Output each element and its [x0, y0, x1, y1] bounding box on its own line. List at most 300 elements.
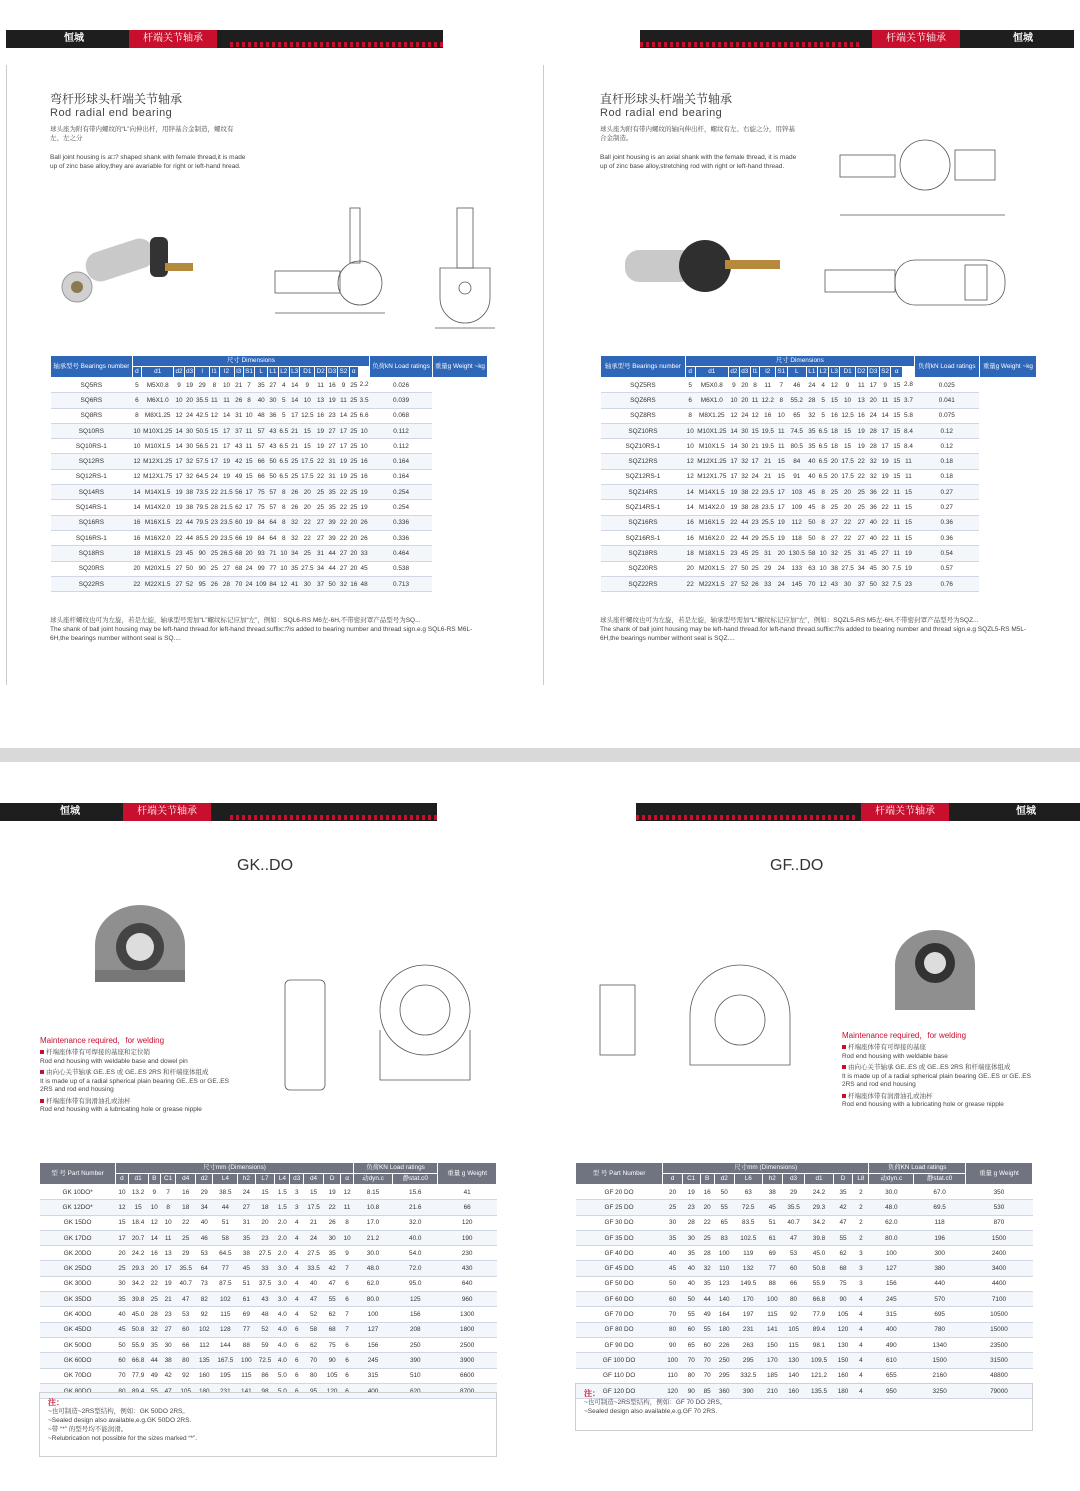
p1-foot — [50, 616, 490, 643]
table-cell: 31 — [326, 469, 338, 484]
table-cell: 45 — [663, 1261, 683, 1276]
table-cell: 3.5 — [358, 393, 369, 408]
table-cell: 25 — [829, 500, 840, 515]
table-cell: 4 — [290, 1230, 304, 1245]
table-cell: SQ14RS — [51, 485, 133, 500]
table-cell: 61 — [762, 1230, 782, 1245]
table-cell: 25 — [663, 1200, 683, 1215]
table-cell: 44 — [148, 1353, 160, 1368]
table-cell: 16 — [358, 469, 369, 484]
table-cell: 10500 — [965, 1307, 1032, 1322]
table-header: L — [255, 367, 268, 378]
table-cell: 32.0 — [393, 1215, 438, 1230]
note-line: 注： — [48, 1398, 64, 1407]
table-cell: 118 — [914, 1215, 966, 1230]
table-cell: 50 — [683, 1292, 701, 1307]
table-cell: 45 — [739, 546, 750, 561]
table-cell: 80.5 — [787, 439, 806, 454]
table-cell: 12 — [210, 408, 219, 423]
table-cell: 30 — [739, 423, 750, 438]
table-cell: 13.2 — [128, 1185, 148, 1200]
table-header: D3 — [326, 367, 338, 378]
table-cell: 27 — [268, 378, 278, 393]
table-header: d1 — [128, 1174, 148, 1185]
table-cell: 35 — [238, 1230, 255, 1245]
table-cell: SQ6RS — [51, 393, 133, 408]
table-cell: 8 — [750, 378, 760, 393]
p1-desc-cn: 球头座为附有带内螺纹的“L”向伸出杆，用锌基合金制造，螺纹有左、左之分 — [50, 126, 234, 142]
table-row — [51, 576, 488, 591]
table-cell: M10X1.25 — [142, 423, 174, 438]
table-cell: SQ8RS — [51, 408, 133, 423]
table-cell: 17 — [879, 439, 891, 454]
table-cell: 18 — [132, 546, 141, 561]
table-cell: 30 — [184, 439, 194, 454]
table-cell: SQZ10RS — [601, 423, 686, 438]
table-cell: 47 — [304, 1292, 324, 1307]
table-cell: 20 — [685, 561, 695, 576]
table-cell: 20 — [300, 485, 315, 500]
table-cell: 68 — [833, 1261, 853, 1276]
table-cell: 17 — [750, 454, 760, 469]
table-cell: SQZ10RS-1 — [601, 439, 686, 454]
table-cell: 77.9 — [805, 1307, 833, 1322]
table-cell: 82 — [196, 1292, 213, 1307]
table-cell: M14X1.5 — [142, 485, 174, 500]
table-cell: 10 — [358, 439, 369, 454]
table-cell: 11 — [855, 378, 867, 393]
table-cell: 49 — [700, 1307, 714, 1322]
table-cell: 39.8 — [128, 1292, 148, 1307]
table-cell: M20X1.5 — [142, 561, 174, 576]
table-cell: 66 — [438, 1200, 497, 1215]
table-cell: 31 — [326, 454, 338, 469]
table-cell: 0.54 — [914, 546, 979, 561]
table-cell: 62 — [234, 500, 243, 515]
table-cell: 17.0 — [353, 1215, 392, 1230]
table-cell: 50 — [739, 561, 750, 576]
table-cell: 70 — [116, 1368, 128, 1383]
table-cell: 52 — [255, 1322, 275, 1337]
table-cell: 21 — [289, 423, 299, 438]
table-cell: 35 — [148, 1337, 160, 1352]
p4-maint: Maintenance required，for welding — [842, 1031, 967, 1040]
table-cell: 780 — [914, 1322, 966, 1337]
table-cell: 19 — [855, 423, 867, 438]
table-cell: 25.5 — [760, 530, 776, 545]
table-cell: 32 — [739, 454, 750, 469]
table-cell: 27 — [855, 530, 867, 545]
table-row — [40, 1185, 497, 1200]
table-cell: 17 — [289, 408, 299, 423]
table-cell: 8.15 — [353, 1185, 392, 1200]
table-cell: 66 — [255, 469, 268, 484]
technical-drawing — [235, 183, 495, 338]
table-row — [51, 469, 488, 484]
table-cell: 46 — [787, 378, 806, 393]
table-cell: 26 — [289, 500, 299, 515]
table-cell: 28 — [867, 423, 879, 438]
table-cell: 300 — [914, 1246, 966, 1261]
table-header: d2 — [729, 367, 740, 378]
table-cell: 150 — [833, 1353, 853, 1368]
table-cell: 19 — [184, 378, 194, 393]
table-cell: 40 — [867, 530, 879, 545]
table-cell: 27.5 — [255, 1246, 275, 1261]
table-cell: 23 — [903, 576, 915, 591]
bullet-item — [842, 1093, 1042, 1110]
table-cell: GF 90 DO — [576, 1337, 663, 1352]
p3-maint-block — [40, 1035, 240, 1115]
table-cell: 0.039 — [370, 393, 433, 408]
table-cell: 64.5 — [213, 1246, 238, 1261]
table-cell: 295 — [734, 1353, 762, 1368]
table-cell: 35 — [116, 1292, 128, 1307]
table-cell: 25 — [349, 393, 358, 408]
table-header: L7 — [255, 1174, 275, 1185]
table-cell: 27 — [879, 546, 891, 561]
table-cell: 24.2 — [805, 1185, 833, 1200]
table-cell: 35 — [255, 378, 268, 393]
table-cell: GF 50 DO — [576, 1276, 663, 1291]
table-cell: 115 — [213, 1307, 238, 1322]
table-cell: 21 — [304, 1215, 324, 1230]
table-cell: 80 — [304, 1368, 324, 1383]
table-header: d3 — [184, 367, 194, 378]
table-cell: SQ16RS-1 — [51, 530, 133, 545]
table-cell: 31500 — [965, 1353, 1032, 1368]
table-cell: 31 — [234, 408, 243, 423]
table-cell: 20 — [867, 393, 879, 408]
table-cell: 77 — [762, 1261, 782, 1276]
table-cell: M10X1.5 — [142, 439, 174, 454]
table-cell: 45 — [238, 1261, 255, 1276]
table-cell: 0.713 — [370, 576, 433, 591]
table-cell: 0.068 — [370, 408, 433, 423]
table-cell: 22 — [300, 530, 315, 545]
table-cell: GK 35DO — [40, 1292, 116, 1307]
table-cell: 7 — [341, 1261, 353, 1276]
bullet-icon — [842, 1065, 846, 1069]
table-cell: 68 — [234, 561, 243, 576]
table-cell: 6.5 — [278, 454, 289, 469]
table-cell: M16X1.5 — [142, 515, 174, 530]
table-cell: 33 — [358, 546, 369, 561]
table-cell: 80 — [782, 1292, 805, 1307]
table-cell: 22 — [879, 515, 891, 530]
table-cell: 4 — [290, 1215, 304, 1230]
table-cell: 15 — [255, 1185, 275, 1200]
table-cell: 620 — [393, 1383, 438, 1398]
table-cell: 27 — [315, 530, 327, 545]
table-cell: 8 — [132, 408, 141, 423]
table-cell: 25 — [315, 500, 327, 515]
table-header: d1 — [142, 367, 174, 378]
table-cell: 6 — [290, 1383, 304, 1398]
table-cell: 21 — [210, 439, 219, 454]
table-cell: 170 — [762, 1353, 782, 1368]
technical-drawing — [815, 250, 1035, 330]
table-cell: SQZ22RS — [601, 576, 686, 591]
table-cell: 145 — [787, 576, 806, 591]
table-cell: 19 — [174, 485, 184, 500]
table-cell: 100 — [663, 1353, 683, 1368]
table-cell: 31 — [855, 546, 867, 561]
table-cell: 15 — [903, 485, 915, 500]
table-cell: 27 — [326, 439, 338, 454]
table-cell: 1300 — [438, 1307, 497, 1322]
table-cell: 28 — [806, 393, 817, 408]
table-row — [51, 408, 488, 423]
table-cell: 19 — [243, 530, 254, 545]
table-cell: GK 25DO — [40, 1261, 116, 1276]
table-cell: M16X2.0 — [142, 530, 174, 545]
table-cell: 15 — [891, 423, 903, 438]
table-cell: 25 — [700, 1230, 714, 1245]
table-cell: 38 — [829, 561, 840, 576]
table-cell: 32 — [184, 469, 194, 484]
table-header: L6 — [734, 1174, 762, 1185]
table-cell: 32 — [867, 454, 879, 469]
table-cell: 34 — [855, 561, 867, 576]
table-cell: 17 — [775, 500, 787, 515]
table-cell: 2.0 — [275, 1230, 290, 1245]
table-cell: 9 — [879, 378, 891, 393]
table-cell: 4 — [853, 1292, 869, 1307]
table-cell: 28 — [867, 439, 879, 454]
table-header: 静stat.c0 — [393, 1174, 438, 1185]
table-cell: 160 — [196, 1368, 213, 1383]
table-cell: 4400 — [965, 1276, 1032, 1291]
table-cell: 12 — [148, 1215, 160, 1230]
table-cell: 22 — [879, 530, 891, 545]
section-tag: 杆端关节轴承 — [872, 30, 960, 48]
table-cell: 4 — [853, 1353, 869, 1368]
table-cell: 24 — [304, 1230, 324, 1245]
table-cell: 33 — [255, 1261, 275, 1276]
table-cell: 35.5 — [782, 1200, 805, 1215]
table-cell: 27 — [326, 423, 338, 438]
table-cell: 22 — [132, 576, 141, 591]
table-cell: 15 — [903, 515, 915, 530]
table-cell: 87.5 — [213, 1276, 238, 1291]
table-cell: 65 — [787, 408, 806, 423]
table-cell: 44 — [326, 561, 338, 576]
table-cell: 6.5 — [817, 439, 829, 454]
table-cell: 250 — [393, 1337, 438, 1352]
bullet-item — [842, 1064, 1042, 1090]
table-cell: 25 — [349, 469, 358, 484]
table-cell: 80 — [116, 1383, 128, 1398]
table-cell: 35 — [289, 561, 299, 576]
table-cell: 9 — [300, 378, 315, 393]
table-cell: 430 — [438, 1261, 497, 1276]
table-cell: 3250 — [914, 1383, 966, 1398]
table-row — [40, 1215, 497, 1230]
table-cell: 43 — [255, 1292, 275, 1307]
table-cell: SQ18RS — [51, 546, 133, 561]
table-cell: GK 80DO — [40, 1383, 116, 1398]
table-cell: 132 — [734, 1261, 762, 1276]
table-cell: 24 — [739, 408, 750, 423]
table-header: L4 — [213, 1174, 238, 1185]
table-cell: 8 — [817, 515, 829, 530]
table-cell: 77 — [213, 1261, 238, 1276]
table-cell: GK 12DO* — [40, 1200, 116, 1215]
table-cell: 2 — [853, 1185, 869, 1200]
table-header: S1 — [243, 367, 254, 378]
table-cell: 11 — [760, 378, 776, 393]
table-cell: 41 — [289, 576, 299, 591]
table-cell: GK 15DO — [40, 1215, 116, 1230]
table-header: L2 — [817, 367, 829, 378]
table-cell: 22 — [323, 1200, 340, 1215]
table-cell: 38 — [160, 1353, 175, 1368]
table-cell: 66.8 — [128, 1353, 148, 1368]
table-cell: 30 — [739, 439, 750, 454]
table-cell: 2 — [853, 1200, 869, 1215]
table-cell: 38 — [739, 485, 750, 500]
table-cell: 40 — [663, 1246, 683, 1261]
table-cell: 3.0 — [275, 1292, 290, 1307]
table-cell: 360 — [714, 1383, 734, 1398]
table-cell: 5 — [685, 378, 695, 393]
table-cell: 6.5 — [817, 469, 829, 484]
table-cell: 44 — [326, 546, 338, 561]
table-cell: 47 — [160, 1383, 175, 1398]
table-cell: SQ10RS-1 — [51, 439, 133, 454]
table-cell: 83 — [714, 1230, 734, 1245]
table-cell: 45.0 — [805, 1246, 833, 1261]
table-cell: 14 — [132, 485, 141, 500]
table-row — [601, 408, 1037, 423]
table-cell: 121.2 — [805, 1368, 833, 1383]
table-cell: 0.254 — [370, 500, 433, 515]
table-row — [601, 485, 1037, 500]
table-cell: 15 — [829, 393, 840, 408]
table-row — [601, 469, 1037, 484]
table-cell: 9 — [729, 378, 740, 393]
table-cell: 84 — [255, 515, 268, 530]
table-cell: 75 — [255, 485, 268, 500]
table-cell: 32 — [148, 1322, 160, 1337]
table-cell: 29 — [196, 1185, 213, 1200]
table-cell: 20 — [116, 1246, 128, 1261]
table-cell: 640 — [438, 1276, 497, 1291]
table-cell: M16X1.5 — [695, 515, 728, 530]
table-cell: 23 — [210, 515, 219, 530]
table-cell: 3900 — [438, 1353, 497, 1368]
table-header: B — [700, 1174, 714, 1185]
table-cell: 45 — [867, 561, 879, 576]
table-cell: 53 — [782, 1246, 805, 1261]
table-cell: 84 — [268, 576, 278, 591]
table-cell: 250 — [714, 1353, 734, 1368]
brand-logo: 恒城 — [60, 806, 80, 817]
table-cell: 164 — [714, 1307, 734, 1322]
table-cell: 23.5 — [219, 530, 234, 545]
table-cell: 20 — [349, 515, 358, 530]
table-cell: 11 — [243, 439, 254, 454]
table-cell: 40 — [116, 1307, 128, 1322]
table-cell: 190 — [438, 1230, 497, 1245]
table-cell: 66 — [255, 454, 268, 469]
table-cell: GK 30DO — [40, 1276, 116, 1291]
table-cell: 17 — [210, 454, 219, 469]
table-header: d — [663, 1174, 683, 1185]
table-cell: M8X1.25 — [142, 408, 174, 423]
table-cell: 57.5 — [195, 454, 210, 469]
table-cell: 17 — [174, 454, 184, 469]
table-cell: GF 40 DO — [576, 1246, 663, 1261]
table-row — [576, 1322, 1033, 1337]
table-cell: 12 — [132, 454, 141, 469]
table-cell: 22 — [729, 530, 740, 545]
table-cell: 20 — [840, 500, 856, 515]
table-cell: 180 — [833, 1383, 853, 1398]
table-cell: GK 20DO — [40, 1246, 116, 1261]
table-cell: SQZ16RS-1 — [601, 530, 686, 545]
table-cell: 40.7 — [782, 1215, 805, 1230]
table-header: L1 — [806, 367, 817, 378]
table-cell: 11 — [903, 469, 915, 484]
table-cell: 16 — [326, 378, 338, 393]
table-header: S1 — [775, 367, 787, 378]
table-cell: 55.2 — [787, 393, 806, 408]
table-cell: 27.5 — [840, 561, 856, 576]
table-cell: 36 — [867, 485, 879, 500]
table-cell: GK 40DO — [40, 1307, 116, 1322]
bullet-item — [842, 1044, 1042, 1061]
table-cell: 245 — [869, 1292, 914, 1307]
table-cell: 45.0 — [128, 1307, 148, 1322]
brand-logo: 恒城 — [1013, 33, 1033, 44]
table-header: 尺寸mm (Dimensions) — [663, 1163, 869, 1174]
table-cell: 38 — [762, 1185, 782, 1200]
table-cell: 6.6 — [358, 408, 369, 423]
table-cell: 17 — [879, 423, 891, 438]
table-header: d1 — [695, 367, 728, 378]
table-cell: 40.7 — [176, 1276, 196, 1291]
table-cell: 0.27 — [914, 500, 979, 515]
p1-foot-cn: 球头座杆螺纹也可为左旋，若是左旋，轴承型号需加“L”螺纹标记应加“左”，例如：SQL6-RS M6左-6H,不带密封罩产品型号为SQ... — [50, 617, 421, 624]
table-cell: 11 — [750, 393, 760, 408]
p1-title-en: Rod radial end bearing — [50, 107, 173, 119]
table-cell: 100 — [238, 1353, 255, 1368]
table-cell: 11 — [891, 530, 903, 545]
table-cell: 0.254 — [370, 485, 433, 500]
table-cell: 11 — [160, 1230, 175, 1245]
table-row — [51, 546, 488, 561]
table-header: B — [148, 1174, 160, 1185]
table-cell: 29.3 — [128, 1261, 148, 1276]
table-cell: 655 — [869, 1368, 914, 1383]
table-cell: GF 80 DO — [576, 1322, 663, 1337]
table-cell: 119 — [734, 1246, 762, 1261]
table-cell: M12X1.75 — [695, 469, 728, 484]
table-cell: 20 — [739, 378, 750, 393]
table-header: S2 — [338, 367, 349, 378]
table-cell: 21 — [160, 1292, 175, 1307]
table-row — [601, 423, 1037, 438]
table-header: L8 — [853, 1174, 869, 1185]
table-cell: GK 50DO — [40, 1337, 116, 1352]
table-header: d2 — [714, 1174, 734, 1185]
table-cell: 490 — [869, 1337, 914, 1352]
table-cell: 17 — [338, 439, 349, 454]
table-cell: 3 — [853, 1246, 869, 1261]
table-header: 重量g Weight ~kg — [432, 356, 487, 378]
